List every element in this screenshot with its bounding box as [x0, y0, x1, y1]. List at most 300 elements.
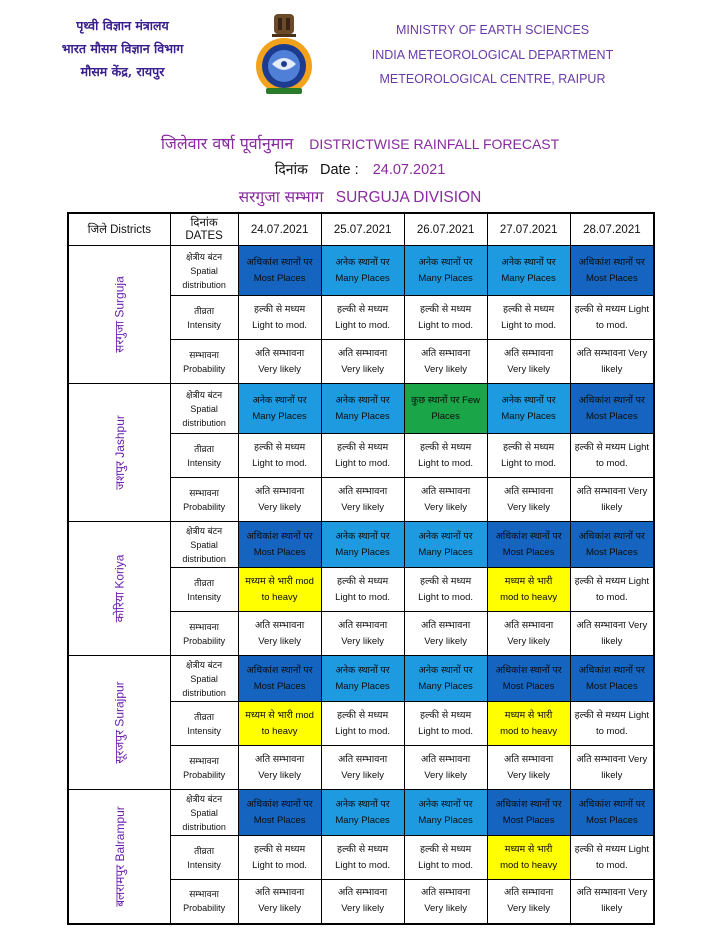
forecast-cell — [570, 434, 654, 478]
district-name: सरगुजा Surguja — [112, 276, 127, 353]
parameter-text: distribution — [182, 417, 226, 428]
forecast-cell — [487, 340, 570, 384]
forecast-cell — [321, 384, 404, 434]
division-title — [0, 185, 720, 207]
forecast-text-hindi: हल्की से मध्यम Light — [574, 709, 650, 721]
parameter-text: distribution — [182, 279, 226, 290]
forecast-text-english: Light to mod. — [252, 319, 308, 331]
date-column-header: 25.07.2021 — [321, 213, 404, 246]
forecast-text-hindi: हल्की से मध्यम — [253, 843, 306, 855]
forecast-cell — [404, 384, 487, 434]
forecast-text-english: Many Places — [501, 272, 556, 284]
header-hindi — [40, 14, 205, 83]
forecast-cell — [321, 296, 404, 340]
parameter-label — [170, 880, 238, 924]
forecast-cell — [570, 836, 654, 880]
forecast-text-hindi: मध्यम से भारी — [504, 843, 553, 855]
forecast-text-english: Very likely — [507, 903, 550, 915]
district-name-cell — [68, 656, 170, 790]
forecast-text-hindi: हल्की से मध्यम Light — [574, 303, 650, 315]
forecast-cell — [238, 340, 321, 384]
forecast-text-english: Light to mod. — [418, 457, 474, 469]
forecast-cell — [570, 790, 654, 836]
forecast-text-english: to heavy — [261, 725, 298, 737]
parameter-text: क्षेत्रीय बंटन — [186, 251, 223, 262]
forecast-cell — [404, 746, 487, 790]
forecast-text-hindi: अधिकांश स्थानों पर — [246, 798, 313, 810]
parameter-text: Intensity — [187, 457, 221, 468]
forecast-cell — [321, 612, 404, 656]
forecast-text-hindi: अधिकांश स्थानों पर — [246, 256, 313, 268]
forecast-text-english: Light to mod. — [418, 859, 474, 871]
district-name-cell — [68, 246, 170, 384]
parameter-text: Intensity — [187, 859, 221, 870]
forecast-text-english: likely — [601, 363, 623, 375]
parameter-label — [170, 384, 238, 434]
district-name: बलरामपुर Balrampur — [112, 805, 127, 907]
forecast-text-hindi: अधिकांश स्थानों पर — [578, 394, 645, 406]
forecast-text-hindi: अति सम्भावना Very — [576, 887, 648, 899]
forecast-cell — [570, 568, 654, 612]
forecast-text-hindi: अधिकांश स्थानों पर — [578, 530, 645, 542]
forecast-text-hindi: हल्की से मध्यम — [253, 303, 306, 315]
parameter-label — [170, 246, 238, 296]
forecast-cell — [570, 340, 654, 384]
forecast-cell — [321, 568, 404, 612]
forecast-text-english: Very likely — [424, 501, 467, 513]
forecast-cell — [487, 656, 570, 702]
forecast-text-english: Most Places — [253, 680, 306, 692]
parameter-text: Intensity — [187, 725, 221, 736]
forecast-text-hindi: अनेक स्थानों पर — [252, 394, 307, 406]
forecast-cell — [570, 522, 654, 568]
parameter-text: Spatial — [190, 539, 218, 550]
forecast-text-english: Very likely — [507, 363, 550, 375]
forecast-cell — [321, 434, 404, 478]
forecast-text-english: Most Places — [585, 546, 638, 558]
forecast-cell — [238, 296, 321, 340]
forecast-text-hindi: हल्की से मध्यम — [336, 441, 389, 453]
districts-header: जिले Districts — [68, 213, 170, 246]
department-english: INDIA METEOROLOGICAL DEPARTMENT — [371, 47, 614, 62]
forecast-cell — [487, 246, 570, 296]
forecast-text-hindi: अनेक स्थानों पर — [501, 394, 556, 406]
forecast-text-hindi: अति सम्भावना — [254, 887, 305, 899]
forecast-cell — [570, 702, 654, 746]
parameter-text: तीव्रता — [194, 845, 215, 856]
parameter-text: Spatial — [190, 807, 218, 818]
forecast-text-hindi: अति सम्भावना — [503, 347, 554, 359]
forecast-text-english: Many Places — [252, 410, 307, 422]
parameter-text: सम्भावना — [189, 621, 219, 632]
forecast-text-english: to mod. — [596, 319, 628, 331]
forecast-text-hindi: मध्यम से भारी mod — [245, 709, 314, 721]
dates-header — [170, 213, 238, 246]
forecast-cell — [321, 746, 404, 790]
parameter-label — [170, 340, 238, 384]
forecast-cell — [404, 790, 487, 836]
forecast-cell — [321, 478, 404, 522]
forecast-cell — [404, 702, 487, 746]
parameter-text: क्षेत्रीय बंटन — [186, 389, 223, 400]
parameter-text: क्षेत्रीय बंटन — [186, 525, 223, 536]
district-name-cell — [68, 522, 170, 656]
forecast-text-english: Many Places — [418, 680, 473, 692]
forecast-text-hindi: अति सम्भावना — [420, 619, 471, 631]
forecast-text-hindi: अनेक स्थानों पर — [335, 256, 390, 268]
forecast-text-hindi: अति सम्भावना — [254, 753, 305, 765]
forecast-text-hindi: हल्की से मध्यम Light — [574, 441, 650, 453]
forecast-cell — [404, 478, 487, 522]
table-row — [68, 790, 654, 836]
forecast-text-hindi: अति सम्भावना — [503, 753, 554, 765]
ministry-hindi: पृथ्वी विज्ञान मंत्रालय — [76, 18, 169, 33]
forecast-text-english: Most Places — [253, 546, 306, 558]
forecast-text-english: Very likely — [258, 903, 301, 915]
forecast-text-hindi: अति सम्भावना — [420, 347, 471, 359]
forecast-text-hindi: अनेक स्थानों पर — [418, 256, 473, 268]
forecast-text-english: Very likely — [258, 501, 301, 513]
forecast-text-english: to mod. — [596, 591, 628, 603]
forecast-text-hindi: हल्की से मध्यम — [419, 709, 472, 721]
forecast-text-english: Light to mod. — [501, 319, 557, 331]
forecast-text-hindi: हल्की से मध्यम — [253, 441, 306, 453]
forecast-text-hindi: अति सम्भावना — [254, 347, 305, 359]
forecast-text-english: Very likely — [424, 635, 467, 647]
forecast-cell — [487, 702, 570, 746]
department-hindi: भारत मौसम विज्ञान विभाग — [61, 41, 184, 56]
forecast-cell — [321, 522, 404, 568]
parameter-text: तीव्रता — [194, 443, 215, 454]
forecast-text-hindi: हल्की से मध्यम — [502, 441, 555, 453]
forecast-cell — [404, 880, 487, 924]
forecast-text-english: Light to mod. — [418, 319, 474, 331]
forecast-cell — [487, 522, 570, 568]
forecast-text-hindi: हल्की से मध्यम Light — [574, 843, 650, 855]
forecast-text-hindi: अति सम्भावना — [420, 887, 471, 899]
forecast-cell — [404, 522, 487, 568]
forecast-text-english: mod to heavy — [500, 591, 558, 603]
forecast-cell — [487, 434, 570, 478]
forecast-cell — [238, 568, 321, 612]
dates-header-english: DATES — [185, 229, 223, 242]
parameter-text: Spatial — [190, 265, 218, 276]
forecast-text-hindi: अधिकांश स्थानों पर — [495, 798, 562, 810]
forecast-cell — [487, 836, 570, 880]
forecast-text-hindi: हल्की से मध्यम — [419, 441, 472, 453]
forecast-cell — [238, 612, 321, 656]
forecast-cell — [238, 790, 321, 836]
forecast-text-hindi: हल्की से मध्यम — [336, 575, 389, 587]
forecast-text-english: Most Places — [253, 272, 306, 284]
forecast-cell — [570, 384, 654, 434]
forecast-cell — [238, 656, 321, 702]
forecast-text-english: Many Places — [501, 410, 556, 422]
ministry-english: MINISTRY OF EARTH SCIENCES — [395, 23, 590, 37]
district-name: कोरिया Koriya — [112, 554, 127, 623]
forecast-cell — [238, 478, 321, 522]
centre-hindi: मौसम केंद्र, रायपुर — [80, 64, 165, 79]
parameter-label — [170, 656, 238, 702]
forecast-text-english: Very likely — [424, 903, 467, 915]
forecast-text-english: Very likely — [424, 363, 467, 375]
forecast-cell — [404, 340, 487, 384]
forecast-cell — [404, 836, 487, 880]
table-row — [68, 656, 654, 702]
forecast-text-english: Many Places — [418, 546, 473, 558]
parameter-label — [170, 836, 238, 880]
forecast-cell — [487, 612, 570, 656]
forecast-text-english: Very likely — [341, 501, 384, 513]
forecast-text-hindi: अनेक स्थानों पर — [418, 798, 473, 810]
forecast-text-english: Very likely — [341, 769, 384, 781]
parameter-text: तीव्रता — [194, 711, 215, 722]
table-row — [68, 384, 654, 434]
forecast-text-english: Light to mod. — [252, 457, 308, 469]
forecast-cell — [238, 384, 321, 434]
forecast-text-english: Light to mod. — [335, 457, 391, 469]
forecast-cell — [570, 880, 654, 924]
parameter-text: Probability — [183, 769, 226, 780]
forecast-cell — [321, 790, 404, 836]
forecast-text-hindi: अति सम्भावना — [337, 753, 388, 765]
forecast-text-english: Very likely — [341, 363, 384, 375]
parameter-label — [170, 746, 238, 790]
forecast-text-hindi: अनेक स्थानों पर — [335, 664, 390, 676]
forecast-text-english: likely — [601, 501, 623, 513]
forecast-cell — [238, 746, 321, 790]
forecast-cell — [404, 568, 487, 612]
parameter-text: सम्भावना — [189, 487, 219, 498]
forecast-text-english: Most Places — [502, 546, 555, 558]
forecast-text-english: Light to mod. — [335, 859, 391, 871]
forecast-text-hindi: अधिकांश स्थानों पर — [578, 798, 645, 810]
forecast-cell — [487, 296, 570, 340]
forecast-cell — [404, 656, 487, 702]
forecast-text-english: Many Places — [335, 410, 390, 422]
forecast-cell — [321, 340, 404, 384]
parameter-text: Intensity — [187, 591, 221, 602]
forecast-text-hindi: अधिकांश स्थानों पर — [578, 664, 645, 676]
forecast-text-hindi: हल्की से मध्यम — [419, 575, 472, 587]
forecast-table — [67, 212, 655, 925]
forecast-text-english: Very likely — [424, 769, 467, 781]
forecast-cell — [321, 246, 404, 296]
forecast-text-hindi: अधिकांश स्थानों पर — [495, 664, 562, 676]
forecast-cell — [404, 296, 487, 340]
forecast-text-hindi: कुछ स्थानों पर Few — [411, 394, 481, 406]
parameter-text: सम्भावना — [189, 349, 219, 360]
forecast-text-hindi: अति सम्भावना Very — [576, 485, 648, 497]
forecast-text-english: Many Places — [418, 272, 473, 284]
parameter-text: distribution — [182, 553, 226, 564]
forecast-text-hindi: अति सम्भावना — [337, 485, 388, 497]
table-row — [68, 246, 654, 296]
forecast-cell — [487, 568, 570, 612]
forecast-text-english: Many Places — [335, 814, 390, 826]
parameter-text: तीव्रता — [194, 305, 215, 316]
forecast-text-english: to mod. — [596, 859, 628, 871]
forecast-text-hindi: हल्की से मध्यम — [336, 709, 389, 721]
forecast-text-hindi: अति सम्भावना — [337, 887, 388, 899]
division-english: SURGUJA DIVISION — [335, 189, 482, 206]
forecast-text-english: Places — [431, 410, 460, 422]
forecast-text-english: Most Places — [502, 814, 555, 826]
forecast-text-hindi: हल्की से मध्यम Light — [574, 575, 650, 587]
forecast-text-hindi: अति सम्भावना Very — [576, 347, 648, 359]
forecast-text-hindi: हल्की से मध्यम — [419, 303, 472, 315]
forecast-text-english: Light to mod. — [418, 725, 474, 737]
forecast-text-hindi: अनेक स्थानों पर — [418, 664, 473, 676]
forecast-text-english: Many Places — [335, 272, 390, 284]
forecast-text-english: Very likely — [507, 635, 550, 647]
forecast-cell — [404, 612, 487, 656]
forecast-text-english: Most Places — [585, 680, 638, 692]
forecast-cell — [321, 702, 404, 746]
forecast-text-hindi: मध्यम से भारी — [504, 575, 553, 587]
parameter-text: Probability — [183, 635, 226, 646]
forecast-cell — [570, 612, 654, 656]
forecast-text-hindi: हल्की से मध्यम — [502, 303, 555, 315]
parameter-text: Intensity — [187, 319, 221, 330]
forecast-text-english: mod to heavy — [500, 859, 558, 871]
forecast-title-hindi: जिलेवार वर्षा पूर्वानुमान — [160, 134, 294, 153]
forecast-text-hindi: अति सम्भावना — [420, 485, 471, 497]
forecast-text-english: to heavy — [261, 591, 298, 603]
centre-english: METEOROLOGICAL CENTRE, RAIPUR — [379, 72, 606, 86]
parameter-text: Spatial — [190, 403, 218, 414]
forecast-text-hindi: अनेक स्थानों पर — [335, 530, 390, 542]
forecast-text-english: Light to mod. — [252, 859, 308, 871]
forecast-text-hindi: अधिकांश स्थानों पर — [495, 530, 562, 542]
date-label-hindi: दिनांक — [274, 162, 308, 178]
date-value: 24.07.2021 — [372, 162, 446, 178]
parameter-text: सम्भावना — [189, 755, 219, 766]
forecast-text-hindi: अति सम्भावना — [337, 619, 388, 631]
forecast-text-hindi: अति सम्भावना — [254, 485, 305, 497]
forecast-cell — [487, 880, 570, 924]
table-header-row — [68, 213, 654, 246]
parameter-label — [170, 790, 238, 836]
forecast-text-english: Light to mod. — [335, 319, 391, 331]
parameter-label — [170, 434, 238, 478]
parameter-text: Probability — [183, 501, 226, 512]
parameter-label — [170, 702, 238, 746]
forecast-date — [0, 160, 720, 179]
parameter-text: क्षेत्रीय बंटन — [186, 659, 223, 670]
header-english — [360, 18, 625, 92]
forecast-cell — [321, 656, 404, 702]
district-name-cell — [68, 790, 170, 924]
forecast-text-english: Very likely — [507, 501, 550, 513]
parameter-label — [170, 522, 238, 568]
forecast-text-english: Most Places — [253, 814, 306, 826]
parameter-text: Probability — [183, 903, 226, 914]
forecast-text-hindi: अति सम्भावना — [503, 485, 554, 497]
forecast-cell — [238, 434, 321, 478]
parameter-text: Probability — [183, 363, 226, 374]
forecast-text-hindi: अति सम्भावना — [503, 619, 554, 631]
parameter-text: Spatial — [190, 673, 218, 684]
table-row — [68, 522, 654, 568]
forecast-text-english: Most Places — [502, 680, 555, 692]
date-column-header: 26.07.2021 — [404, 213, 487, 246]
forecast-text-english: likely — [601, 635, 623, 647]
forecast-text-english: Very likely — [341, 635, 384, 647]
forecast-text-hindi: अधिकांश स्थानों पर — [246, 664, 313, 676]
forecast-text-english: Very likely — [341, 903, 384, 915]
forecast-text-hindi: अति सम्भावना — [337, 347, 388, 359]
forecast-cell — [238, 880, 321, 924]
forecast-text-hindi: अनेक स्थानों पर — [335, 394, 390, 406]
forecast-text-english: to mod. — [596, 725, 628, 737]
forecast-text-english: to mod. — [596, 457, 628, 469]
forecast-text-hindi: मध्यम से भारी mod — [245, 575, 314, 587]
dates-header-hindi: दिनांक — [190, 216, 218, 229]
forecast-text-hindi: अधिकांश स्थानों पर — [578, 256, 645, 268]
forecast-cell — [238, 702, 321, 746]
forecast-cell — [238, 836, 321, 880]
date-column-header: 24.07.2021 — [238, 213, 321, 246]
date-label: Date : — [319, 162, 359, 178]
parameter-text: सम्भावना — [189, 889, 219, 900]
forecast-cell — [238, 522, 321, 568]
forecast-text-english: Most Places — [585, 814, 638, 826]
forecast-text-english: Very likely — [258, 769, 301, 781]
forecast-title-english: DISTRICTWISE RAINFALL FORECAST — [309, 136, 560, 152]
forecast-text-hindi: हल्की से मध्यम — [336, 303, 389, 315]
forecast-cell — [570, 246, 654, 296]
forecast-text-english: likely — [601, 903, 623, 915]
parameter-label — [170, 478, 238, 522]
imd-emblem-icon — [252, 12, 316, 98]
forecast-text-english: Light to mod. — [501, 457, 557, 469]
forecast-cell — [404, 434, 487, 478]
forecast-text-hindi: अधिकांश स्थानों पर — [246, 530, 313, 542]
forecast-text-english: mod to heavy — [500, 725, 558, 737]
forecast-text-english: likely — [601, 769, 623, 781]
forecast-text-english: Very likely — [258, 363, 301, 375]
forecast-text-hindi: हल्की से मध्यम — [336, 843, 389, 855]
parameter-text: distribution — [182, 821, 226, 832]
forecast-text-hindi: अनेक स्थानों पर — [418, 530, 473, 542]
forecast-text-hindi: अति सम्भावना — [420, 753, 471, 765]
forecast-cell — [487, 790, 570, 836]
forecast-text-english: Light to mod. — [335, 591, 391, 603]
forecast-cell — [570, 478, 654, 522]
parameter-text: क्षेत्रीय बंटन — [186, 793, 223, 804]
forecast-text-english: Many Places — [335, 546, 390, 558]
forecast-cell — [487, 384, 570, 434]
district-name: सूरजपुर Surajpur — [112, 681, 127, 764]
date-column-header: 27.07.2021 — [487, 213, 570, 246]
forecast-text-english: Light to mod. — [418, 591, 474, 603]
forecast-text-english: Light to mod. — [335, 725, 391, 737]
forecast-text-english: Many Places — [418, 814, 473, 826]
forecast-text-english: Very likely — [258, 635, 301, 647]
forecast-cell — [404, 246, 487, 296]
division-hindi: सरगुजा सम्भाग — [238, 188, 324, 206]
forecast-cell — [487, 746, 570, 790]
parameter-label — [170, 568, 238, 612]
forecast-text-hindi: अति सम्भावना Very — [576, 619, 648, 631]
parameter-text: तीव्रता — [194, 577, 215, 588]
parameter-label — [170, 612, 238, 656]
forecast-text-hindi: अनेक स्थानों पर — [501, 256, 556, 268]
forecast-cell — [570, 746, 654, 790]
date-column-header: 28.07.2021 — [570, 213, 654, 246]
forecast-text-hindi: अति सम्भावना — [254, 619, 305, 631]
